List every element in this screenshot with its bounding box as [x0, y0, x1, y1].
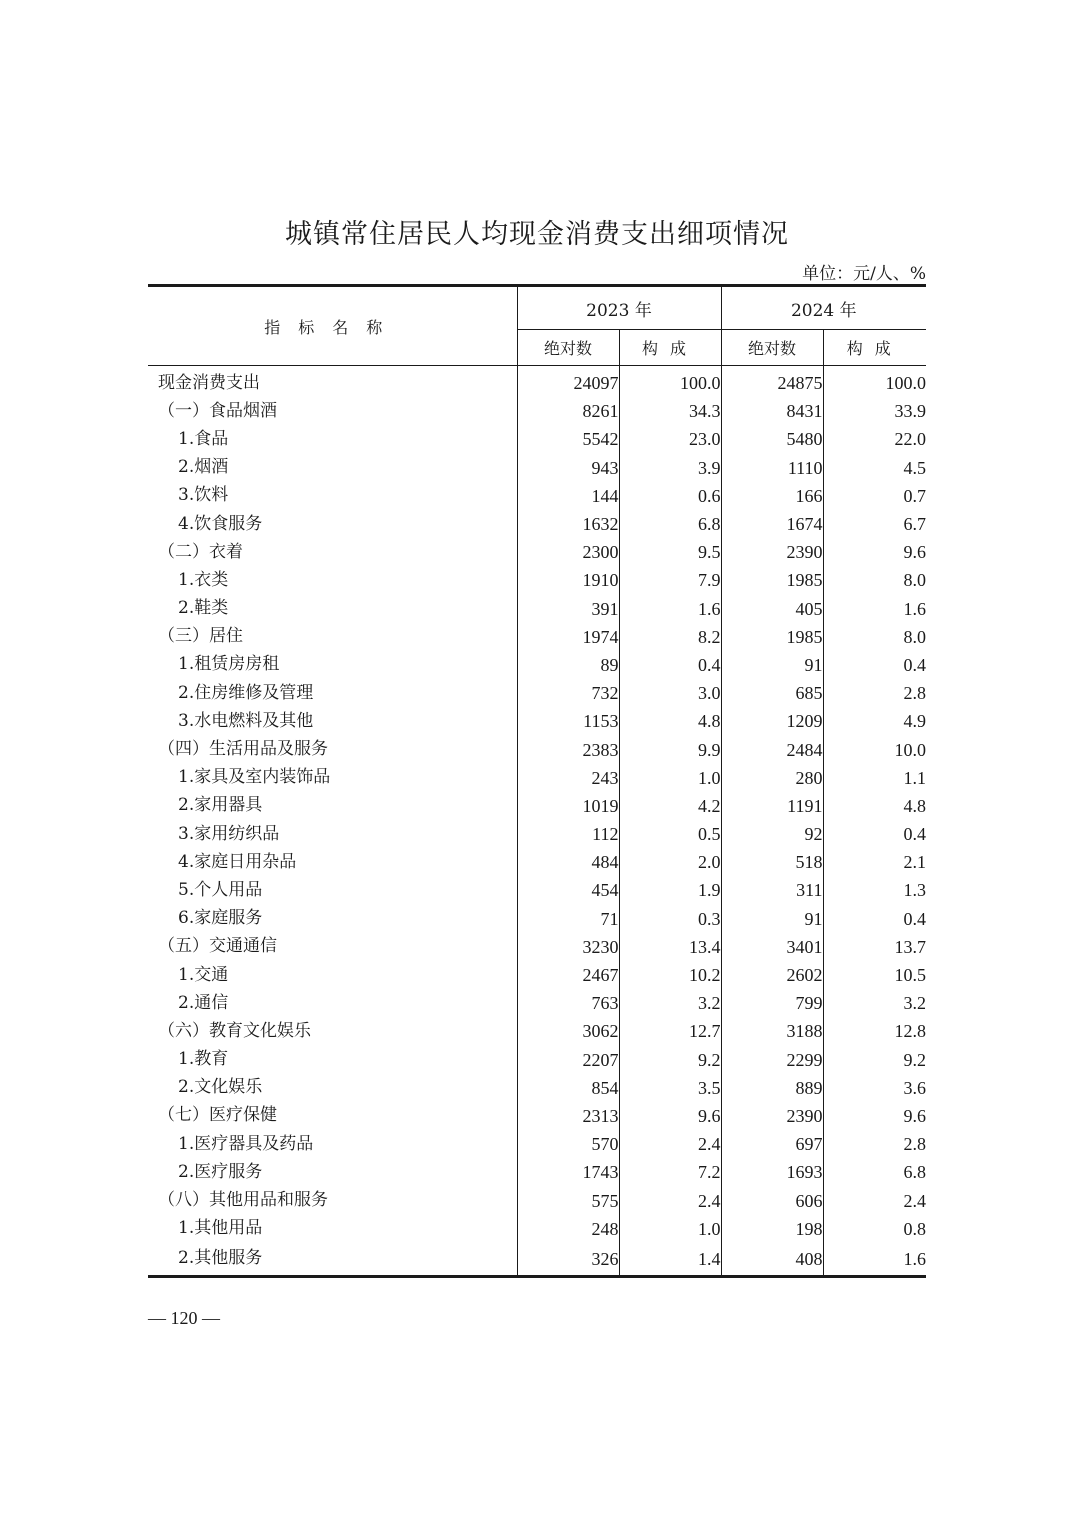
row-name: 2.烟酒: [148, 454, 517, 482]
table-row: [148, 510, 926, 538]
row-name: 2.鞋类: [148, 595, 517, 623]
share-2023: 4.8: [619, 707, 721, 735]
value-2024: 8431: [721, 397, 823, 425]
share-2023: 7.2: [619, 1158, 721, 1186]
table-row: [148, 538, 926, 566]
row-name: 2.医疗服务: [148, 1158, 517, 1186]
share-2023: 13.4: [619, 933, 721, 961]
share-2023: 10.2: [619, 961, 721, 989]
share-2023: 1.0: [619, 1215, 721, 1243]
value-2023: 71: [517, 905, 619, 933]
row-name: 4.家庭日用杂品: [148, 848, 517, 876]
value-2024: 518: [721, 848, 823, 876]
row-name: （六）教育文化娱乐: [148, 1017, 517, 1045]
table-row: [148, 735, 926, 763]
share-2024: 1.1: [903, 767, 927, 788]
share-2023: 0.3: [619, 905, 721, 933]
share-2023: 9.5: [619, 538, 721, 566]
value-2024: 697: [721, 1130, 823, 1158]
share-2023: 0.4: [619, 651, 721, 679]
table-row: [148, 366, 926, 398]
value-2024: 2390: [721, 538, 823, 566]
share-2024: 0.7: [903, 485, 927, 506]
share-2023: 2.4: [619, 1130, 721, 1158]
value-2023: 2383: [517, 735, 619, 763]
share-2023: 100.0: [619, 366, 721, 398]
share-2024: 2.4: [903, 1190, 927, 1211]
table-row: [148, 425, 926, 453]
share-2023: 9.9: [619, 735, 721, 763]
value-2023: 8261: [517, 397, 619, 425]
table-row: [148, 905, 926, 933]
value-2024: 198: [721, 1215, 823, 1243]
header-share-2024: 构成: [823, 330, 926, 366]
value-2023: 1743: [517, 1158, 619, 1186]
unit-label: 单位：元/人、%: [802, 264, 926, 284]
share-2023: 6.8: [619, 510, 721, 538]
row-name: （三）居住: [148, 623, 517, 651]
share-2023: 2.0: [619, 848, 721, 876]
value-2024: 408: [721, 1243, 823, 1277]
table-row: [148, 651, 926, 679]
row-name: （二）衣着: [148, 538, 517, 566]
share-2024: 2.1: [903, 852, 927, 873]
value-2024: 606: [721, 1186, 823, 1214]
share-2024: 8.0: [903, 570, 927, 591]
value-2023: 1153: [517, 707, 619, 735]
share-2024: 0.8: [903, 1218, 927, 1239]
row-name: （一）食品烟酒: [148, 397, 517, 425]
share-2024: 2.8: [903, 683, 927, 704]
value-2023: 570: [517, 1130, 619, 1158]
value-2023: 763: [517, 989, 619, 1017]
row-name: 3.饮料: [148, 482, 517, 510]
table-row: [148, 989, 926, 1017]
row-name: 3.家用纺织品: [148, 820, 517, 848]
value-2024: 166: [721, 482, 823, 510]
share-2023: 3.9: [619, 454, 721, 482]
row-name: 1.食品: [148, 425, 517, 453]
value-2024: 5480: [721, 425, 823, 453]
table-row: [148, 1046, 926, 1074]
share-2024: 4.5: [903, 457, 927, 478]
share-2023: 4.2: [619, 792, 721, 820]
table-row: [148, 1158, 926, 1186]
value-2024: 91: [721, 651, 823, 679]
value-2024: 311: [721, 876, 823, 904]
share-2023: 0.5: [619, 820, 721, 848]
share-2024: 100.0: [885, 373, 927, 394]
page-number: — 120 —: [148, 1308, 220, 1328]
row-name: 1.租赁房房租: [148, 651, 517, 679]
value-2023: 1019: [517, 792, 619, 820]
table-row: [148, 482, 926, 510]
expenditure-table: [148, 284, 926, 1278]
share-2023: 2.4: [619, 1186, 721, 1214]
table-body: [148, 366, 926, 1277]
share-2023: 1.0: [619, 764, 721, 792]
share-2023: 1.4: [619, 1243, 721, 1277]
share-2024: 10.5: [894, 965, 927, 986]
share-2023: 23.0: [619, 425, 721, 453]
share-2023: 0.6: [619, 482, 721, 510]
share-2024: 12.8: [894, 1021, 927, 1042]
share-2024: 3.2: [903, 993, 927, 1014]
row-name: 4.饮食服务: [148, 510, 517, 538]
table-row: [148, 876, 926, 904]
header-share-2023: 构成: [619, 330, 721, 366]
row-name: （五）交通通信: [148, 933, 517, 961]
value-2023: 144: [517, 482, 619, 510]
table-row: [148, 820, 926, 848]
table-row: [148, 1243, 926, 1277]
table-row: [148, 707, 926, 735]
value-2023: 1632: [517, 510, 619, 538]
share-2024: 2.8: [903, 1134, 927, 1155]
value-2023: 391: [517, 595, 619, 623]
value-2024: 889: [721, 1074, 823, 1102]
row-name: 3.水电燃料及其他: [148, 707, 517, 735]
row-name: 2.通信: [148, 989, 517, 1017]
row-name: 6.家庭服务: [148, 905, 517, 933]
share-2024: 3.6: [903, 1077, 927, 1098]
value-2023: 732: [517, 679, 619, 707]
share-2023: 3.0: [619, 679, 721, 707]
share-2023: 9.6: [619, 1102, 721, 1130]
row-name: 5.个人用品: [148, 876, 517, 904]
value-2023: 89: [517, 651, 619, 679]
row-name: 1.教育: [148, 1046, 517, 1074]
value-2024: 91: [721, 905, 823, 933]
table-row: [148, 1017, 926, 1045]
share-2023: 7.9: [619, 566, 721, 594]
share-2024: 8.0: [903, 626, 927, 647]
row-name: （四）生活用品及服务: [148, 735, 517, 763]
share-2023: 1.9: [619, 876, 721, 904]
value-2024: 405: [721, 595, 823, 623]
header-absolute-2023: 绝对数: [517, 330, 619, 366]
share-2024: 0.4: [903, 654, 927, 675]
share-2024: 1.6: [823, 1243, 926, 1277]
table-row: [148, 1186, 926, 1214]
table-row: [148, 961, 926, 989]
value-2023: 3230: [517, 933, 619, 961]
row-name: 1.交通: [148, 961, 517, 989]
value-2023: 112: [517, 820, 619, 848]
share-2024: 1.3: [903, 880, 927, 901]
value-2024: 1985: [721, 623, 823, 651]
share-2024: 1.6: [903, 598, 927, 619]
row-name: 2.其他服务: [148, 1243, 517, 1277]
value-2024: 3188: [721, 1017, 823, 1045]
share-2024: 9.6: [903, 542, 927, 563]
value-2024: 1985: [721, 566, 823, 594]
table-row: [148, 679, 926, 707]
page-title: 城镇常住居民人均现金消费支出细项情况: [285, 219, 789, 250]
value-2023: 1910: [517, 566, 619, 594]
value-2024: 2299: [721, 1046, 823, 1074]
value-2023: 1974: [517, 623, 619, 651]
value-2023: 2467: [517, 961, 619, 989]
value-2023: 854: [517, 1074, 619, 1102]
row-name: 1.其他用品: [148, 1215, 517, 1243]
header-year-2024: 2024 年: [721, 286, 926, 330]
share-2024: 33.9: [894, 401, 927, 422]
value-2023: 5542: [517, 425, 619, 453]
value-2023: 2313: [517, 1102, 619, 1130]
value-2024: 24875: [721, 366, 823, 398]
share-2024: 4.8: [903, 795, 927, 816]
share-2023: 1.6: [619, 595, 721, 623]
value-2024: 2390: [721, 1102, 823, 1130]
row-name: 1.衣类: [148, 566, 517, 594]
share-2024: 4.9: [903, 711, 927, 732]
value-2024: 2602: [721, 961, 823, 989]
value-2023: 24097: [517, 366, 619, 398]
header-absolute-2024: 绝对数: [721, 330, 823, 366]
share-2023: 12.7: [619, 1017, 721, 1045]
value-2023: 454: [517, 876, 619, 904]
value-2023: 943: [517, 454, 619, 482]
row-name: 2.文化娱乐: [148, 1074, 517, 1102]
share-2024: 9.6: [903, 1105, 927, 1126]
value-2023: 2300: [517, 538, 619, 566]
value-2024: 1674: [721, 510, 823, 538]
share-2024: 6.7: [903, 514, 927, 535]
share-2024: 22.0: [894, 429, 927, 450]
row-name: 1.医疗器具及药品: [148, 1130, 517, 1158]
row-name: 2.家用器具: [148, 792, 517, 820]
share-2023: 3.2: [619, 989, 721, 1017]
value-2024: 1191: [721, 792, 823, 820]
share-2024: 6.8: [903, 1162, 927, 1183]
row-name: 2.住房维修及管理: [148, 679, 517, 707]
row-name: 现金消费支出: [148, 366, 517, 398]
table-row: [148, 1074, 926, 1102]
table-row: [148, 764, 926, 792]
table-row: [148, 1130, 926, 1158]
share-2024: 0.4: [903, 824, 927, 845]
share-2023: 9.2: [619, 1046, 721, 1074]
table-row: [148, 566, 926, 594]
value-2024: 92: [721, 820, 823, 848]
value-2024: 3401: [721, 933, 823, 961]
header-year-2023: 2023 年: [517, 286, 721, 330]
value-2023: 243: [517, 764, 619, 792]
value-2024: 1693: [721, 1158, 823, 1186]
value-2023: 3062: [517, 1017, 619, 1045]
table-row: [148, 454, 926, 482]
value-2023: 248: [517, 1215, 619, 1243]
header-indicator-name: 指标名称: [148, 286, 517, 366]
share-2024: 10.0: [894, 739, 927, 760]
value-2024: 2484: [721, 735, 823, 763]
share-2023: 34.3: [619, 397, 721, 425]
value-2023: 484: [517, 848, 619, 876]
row-name: （八）其他用品和服务: [148, 1186, 517, 1214]
value-2023: 326: [517, 1243, 619, 1277]
table-row: [148, 1102, 926, 1130]
table-row: [148, 595, 926, 623]
value-2023: 575: [517, 1186, 619, 1214]
value-2024: 799: [721, 989, 823, 1017]
table-row: [148, 1215, 926, 1243]
share-2024: 9.2: [903, 1049, 927, 1070]
value-2023: 2207: [517, 1046, 619, 1074]
share-2024: 0.4: [903, 908, 927, 929]
table-row: [148, 623, 926, 651]
row-name: 1.家具及室内装饰品: [148, 764, 517, 792]
value-2024: 1209: [721, 707, 823, 735]
share-2023: 8.2: [619, 623, 721, 651]
table-row: [148, 848, 926, 876]
value-2024: 280: [721, 764, 823, 792]
table-row: [148, 397, 926, 425]
row-name: （七）医疗保健: [148, 1102, 517, 1130]
table-row: [148, 933, 926, 961]
share-2023: 3.5: [619, 1074, 721, 1102]
value-2024: 685: [721, 679, 823, 707]
table-row: [148, 792, 926, 820]
value-2024: 1110: [721, 454, 823, 482]
share-2024: 13.7: [894, 936, 927, 957]
